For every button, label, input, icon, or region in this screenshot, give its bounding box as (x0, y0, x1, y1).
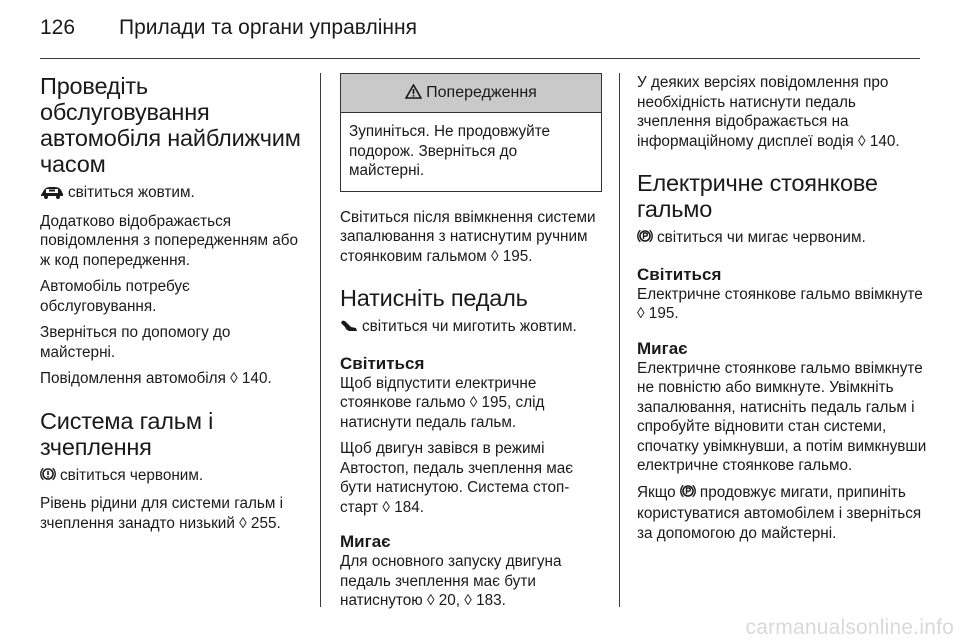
paragraph: Повідомлення автомобіля ◊ 140. (40, 370, 272, 387)
text-fragment: Якщо (637, 483, 676, 501)
subsection-title-flashing: Мигає (340, 532, 391, 551)
subsection-title-lit: Світиться (340, 353, 425, 373)
warning-box (340, 73, 602, 192)
header-rule (40, 58, 920, 59)
page-number: 126 (40, 16, 76, 39)
page-header (40, 16, 417, 50)
parking-indicator-text (637, 228, 927, 250)
pedal-indicator-text (340, 317, 602, 339)
subsection-title-lit: Світиться (637, 264, 722, 284)
service-indicator-label: світиться жовтим. (68, 184, 195, 201)
subsection-title-flashing: Мигає (637, 338, 688, 358)
brake-indicator-text (40, 466, 304, 488)
section-title-brakes: Система гальм і зчеплення (40, 407, 214, 460)
column-2 (340, 73, 602, 618)
warning-header (341, 74, 601, 113)
column-1 (40, 73, 304, 540)
foot-pedal-icon (340, 319, 358, 339)
column-divider-1 (320, 73, 321, 607)
parking-indicator-label: світиться чи мигає червоним. (657, 229, 866, 246)
paragraph: Електричне стоянкове гальмо ввімкнуте не повністю або вимкнуте. Увімкніть запалювання, натисніть педаль гальм і спробуйте відновити стан системи, спочатку увімкнувши, а потім вимкнувши електричне стоянкове гальмо. (637, 359, 927, 474)
warning-text: Зупиніться. Не продовжуйте подорож. Зверніться до майстерні. (349, 123, 551, 179)
parking-brake-icon (637, 228, 653, 250)
watermark: carmanualsonline.info (745, 616, 954, 639)
section-title-press-pedal: Натисніть педаль (340, 285, 528, 311)
brake-indicator-label: світиться червоним. (60, 466, 204, 484)
warning-title: Попередження (426, 84, 537, 101)
service-indicator-text (40, 183, 304, 205)
section-title-service: Проведіть обслуговування автомобіля найближчим часом (40, 73, 301, 177)
paragraph: Для основного запуску двигуна педаль зчеплення має бути натиснутою ◊ 20, ◊ 183. (340, 553, 562, 609)
column-divider-2 (619, 73, 620, 607)
car-wrench-icon (40, 185, 64, 205)
warning-body (341, 113, 601, 191)
section-title-parking-brake: Електричне стоянкове гальмо (637, 170, 878, 222)
paragraph: Додатково відображається повідомлення з попередженням або ж код попередження. (40, 212, 299, 269)
paragraph: У деяких версіях повідомлення про необхідність натиснути педаль зчеплення відображається на інформаційному дисплеї водія ◊ 140. (637, 74, 900, 150)
paragraph (637, 483, 927, 544)
paragraph: Щоб двигун завівся в режимі Автостоп, педаль зчеплення має бути натиснутою. Система стоп-старт ◊ 184. (340, 440, 574, 516)
text-fragment: продовжує мигати, припиніть користуватися автомобілем і зверніться за допомогою до майстерні. (637, 483, 922, 542)
pedal-indicator-label: світиться чи миготить жовтим. (362, 318, 577, 335)
paragraph: Електричне стоянкове гальмо ввімкнуте ◊ 195. (637, 285, 923, 322)
warning-triangle-icon (405, 76, 422, 114)
paragraph: Зверніться по допомогу до майстерні. (40, 324, 231, 361)
brake-circle-icon (40, 466, 56, 488)
parking-brake-icon (680, 483, 696, 505)
paragraph: Світиться після ввімкнення системи запалювання з натиснутим ручним стоянковим гальмом ◊ 195. (340, 208, 596, 265)
paragraph: Рівень рідини для системи гальм і зчеплення занадто низький ◊ 255. (40, 495, 284, 532)
paragraph: Автомобіль потребує обслуговування. (40, 278, 190, 315)
paragraph: Щоб відпустити електричне стоянкове гальмо ◊ 195, слід натиснути педаль гальм. (340, 374, 545, 431)
page-header-title: Прилади та органи управління (119, 16, 417, 39)
column-3 (637, 73, 927, 550)
